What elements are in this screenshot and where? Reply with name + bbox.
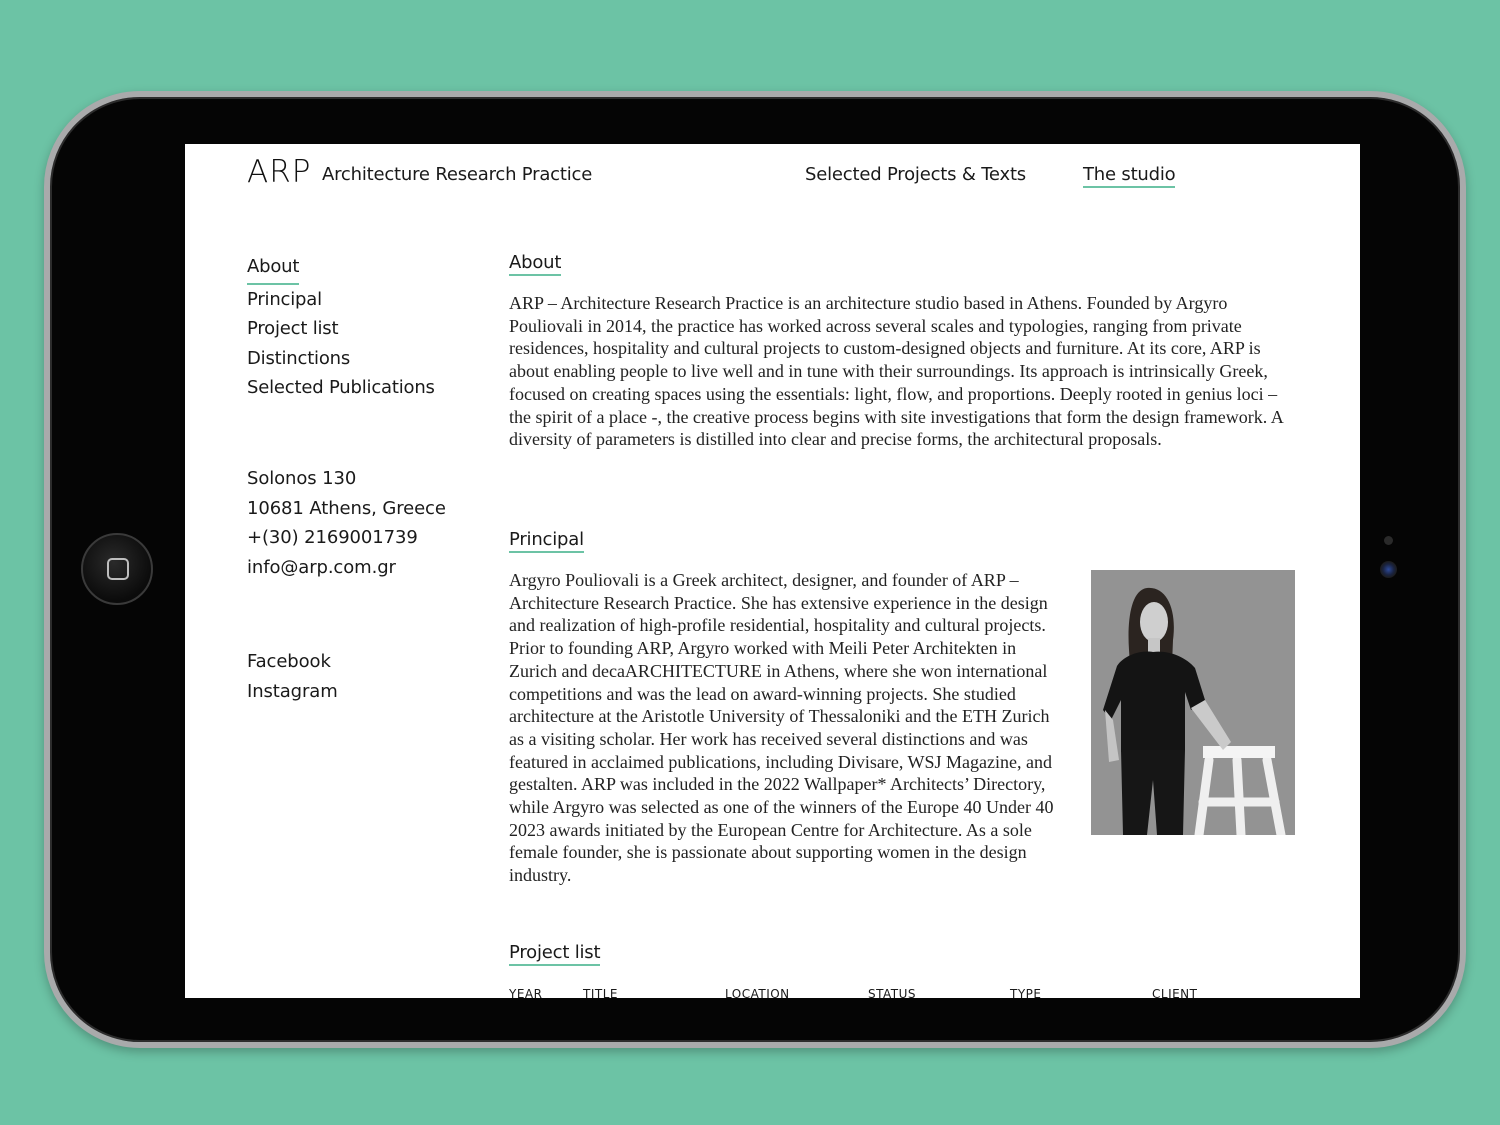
column-header-year[interactable]: YEAR (509, 987, 543, 998)
project-list-heading (509, 942, 600, 963)
home-square-icon (107, 558, 129, 580)
principal-heading (509, 529, 584, 550)
principal-portrait-photo (1091, 570, 1295, 835)
instagram-link[interactable]: Instagram (247, 680, 338, 702)
principal-text: Argyro Pouliovali is a Greek architect, designer, and founder of ARP – Architecture Research Practice. She has extensive experience in the design and realization of high-profile residential, hospitality and cultural projects. Prior to founding ARP, Argyro worked with Meili Peter Architekten in Zurich and decaARCHITECTURE in Athens, where she won international competitions and was the lead on award-winning projects. She studied architecture at the Aristotle University of Thessaloniki and the ETH Zurich as a visiting scholar. Her work has received several distinctions and was featured in acclaimed publications, including Divisare, WSJ Magazine, and gestalten. ARP was included in the 2022 Wallpaper* Architects’ Directory, while Argyro was selected as one of the winners of the Europe 40 Under 40 2023 awards initiated by the European Centre for Architecture. As a sole female founder, she is passionate about supporting women in the design industry. (509, 570, 1054, 886)
front-camera-icon (1380, 561, 1397, 578)
sidebar-item-about[interactable] (247, 252, 467, 285)
column-header-location[interactable]: LOCATION (725, 987, 790, 998)
project-list-heading-label: Project list (509, 942, 600, 966)
column-header-type[interactable]: TYPE (1010, 987, 1042, 998)
column-header-status[interactable]: STATUS (868, 987, 917, 998)
nav-the-studio[interactable]: The studio (1083, 164, 1175, 188)
sidebar-item-project-list[interactable] (247, 314, 467, 344)
sidebar-item-label: Selected Publications (247, 377, 435, 399)
social-links (247, 647, 338, 706)
phone-link[interactable]: +(30) 2169001739 (247, 527, 418, 549)
facebook-link[interactable]: Facebook (247, 651, 331, 672)
home-button[interactable] (81, 533, 153, 605)
sidebar-nav (247, 252, 467, 403)
about-heading (509, 252, 561, 273)
email-link[interactable]: info@arp.com.gr (247, 556, 396, 578)
sidebar-item-distinctions[interactable] (247, 344, 467, 374)
sidebar-item-label: Distinctions (247, 347, 351, 369)
sidebar-item-selected-publications[interactable] (247, 373, 467, 403)
web-page (185, 144, 1360, 998)
nav-selected-projects[interactable]: Selected Projects & Texts (805, 164, 1026, 185)
address-street: Solonos 130 (247, 468, 357, 489)
about-heading-label: About (509, 252, 561, 276)
project-table-header (185, 987, 1360, 998)
address-city: 10681 Athens, Greece (247, 497, 446, 519)
column-header-title[interactable]: TITLE (583, 987, 618, 998)
site-logo[interactable]: ARP (247, 154, 312, 190)
site-subtitle: Architecture Research Practice (322, 164, 593, 185)
sidebar-item-label: Principal (247, 288, 322, 310)
contact-info (247, 464, 487, 582)
sidebar-item-principal[interactable] (247, 285, 467, 315)
sidebar-item-label: About (247, 252, 299, 285)
sidebar-item-label: Project list (247, 318, 339, 340)
front-sensor (1384, 536, 1393, 545)
about-text: ARP – Architecture Research Practice is an architecture studio based in Athens. Founded by Argyro Pouliovali in 2014, the practice has worked across several scales and typologies, ranging from private residences, hospitality and cultural projects to custom-designed objects and furniture. At its core, ARP is about enabling people to live well and in tune with their surroundings. Its approach is intrinsically Greek, focused on creating spaces using the essentials: light, flow, and proportions. Deeply rooted in genius loci – the spirit of a place -, the creative process begins with site investigations that form the design framework. A diversity of parameters is distilled into clear and precise forms, the architectural proposals. (509, 293, 1283, 450)
portrait-illustration (1091, 570, 1295, 835)
column-header-client[interactable]: CLIENT (1152, 987, 1198, 998)
principal-heading-label: Principal (509, 529, 584, 553)
